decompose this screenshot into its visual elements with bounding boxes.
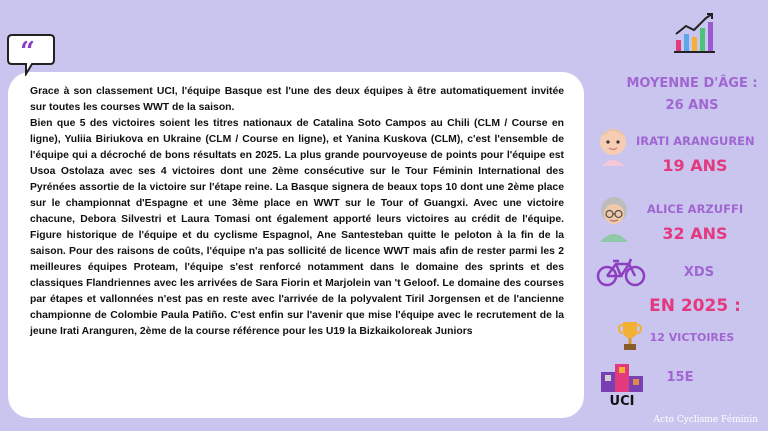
youngest-rider-name: IRATI ARANGUREN [636, 134, 755, 148]
quote-icon [6, 32, 56, 76]
youngest-rider-age: 19 ANS [662, 156, 728, 175]
uci-label: UCI [609, 394, 635, 409]
bar-chart-icon [672, 10, 716, 54]
podium-icon [600, 362, 644, 392]
season-year-label: EN 2025 : [649, 296, 741, 316]
average-age-value: 26 ANS [665, 98, 719, 113]
article-text [30, 84, 564, 340]
bicycle-icon [596, 256, 646, 288]
uci-rank: 15E [666, 370, 694, 385]
season-wins: 12 VICTOIRES [649, 331, 735, 344]
trophy-icon [618, 320, 642, 352]
bike-brand: XDS [683, 265, 715, 280]
oldest-rider-name: ALICE ARZUFFI [646, 202, 744, 216]
svg-text:“: “ [20, 37, 35, 67]
watermark: Acto Cyclisme Féminin [653, 415, 758, 425]
grandma-icon [594, 196, 634, 242]
baby-icon [595, 126, 631, 166]
paragraph-intro: Grace à son classement UCI, l'équipe Basque est l'une des deux équipes à être automatiquement invitée sur toutes les courses WWT de la saison. [30, 86, 564, 113]
average-age-label: MOYENNE D'ÂGE : [626, 76, 758, 91]
oldest-rider-age: 32 ANS [662, 224, 728, 243]
paragraph-main: Bien que 5 des victoires soient les titres nationaux de Catalina Soto Campos au Chili (CLM / Course en ligne), Yuliia Biriukova en Ukraine (CLM / Course en ligne), et Yanina Kuskova (CLM), c'est l'ensemble de l'équipe qui a décroché de bons résultats en 2025. La plus grande pourvoyeuse de points pour l'équipe est Usoa Ostolaza avec ses 4 victoires dont une 2ème consécutive sur le Tour Féminin International des Pyrénées assortie de la victoire sur l'étape reine. La Basque signera de beaux tops 10 dont une 2ème place sur le championnat d'Espagne et une 3ème place en WWT sur le Tour of Guangxi. Avec une victoire chacune, Debora Silvestri et Laura Tomasi ont également apporté leurs victoires au crédit de l'équipe. Figure historique de l'équipe et du cyclisme Espagnol, Ane Santesteban quitte le peloton à la fin de la saison. Pour des raisons de coûts, l'équipe n'a pas sollicité de licence WWT mais afin de rester parmi les 2 meilleures équipes Proteam, l'équipe s'est renforcé notamment dans le domaine des sprints et des classiques Flandriennes avec les arrivées de Sara Fiorin et Marjolein van 't Geloof. Le domaine des courses par étapes et vallonnées n'est pas en reste avec l'arrivée de la polyvalent Tiril Jorgensen et de l'ancienne championne de Colombie Paula Patiño. C'est enfin sur l'avenir que mise l'équipe avec le recrutement de la jeune Irati Aranguren, 2ème de la course référence pour les U19 la Bizkaikoloreak Juniors [30, 118, 564, 337]
